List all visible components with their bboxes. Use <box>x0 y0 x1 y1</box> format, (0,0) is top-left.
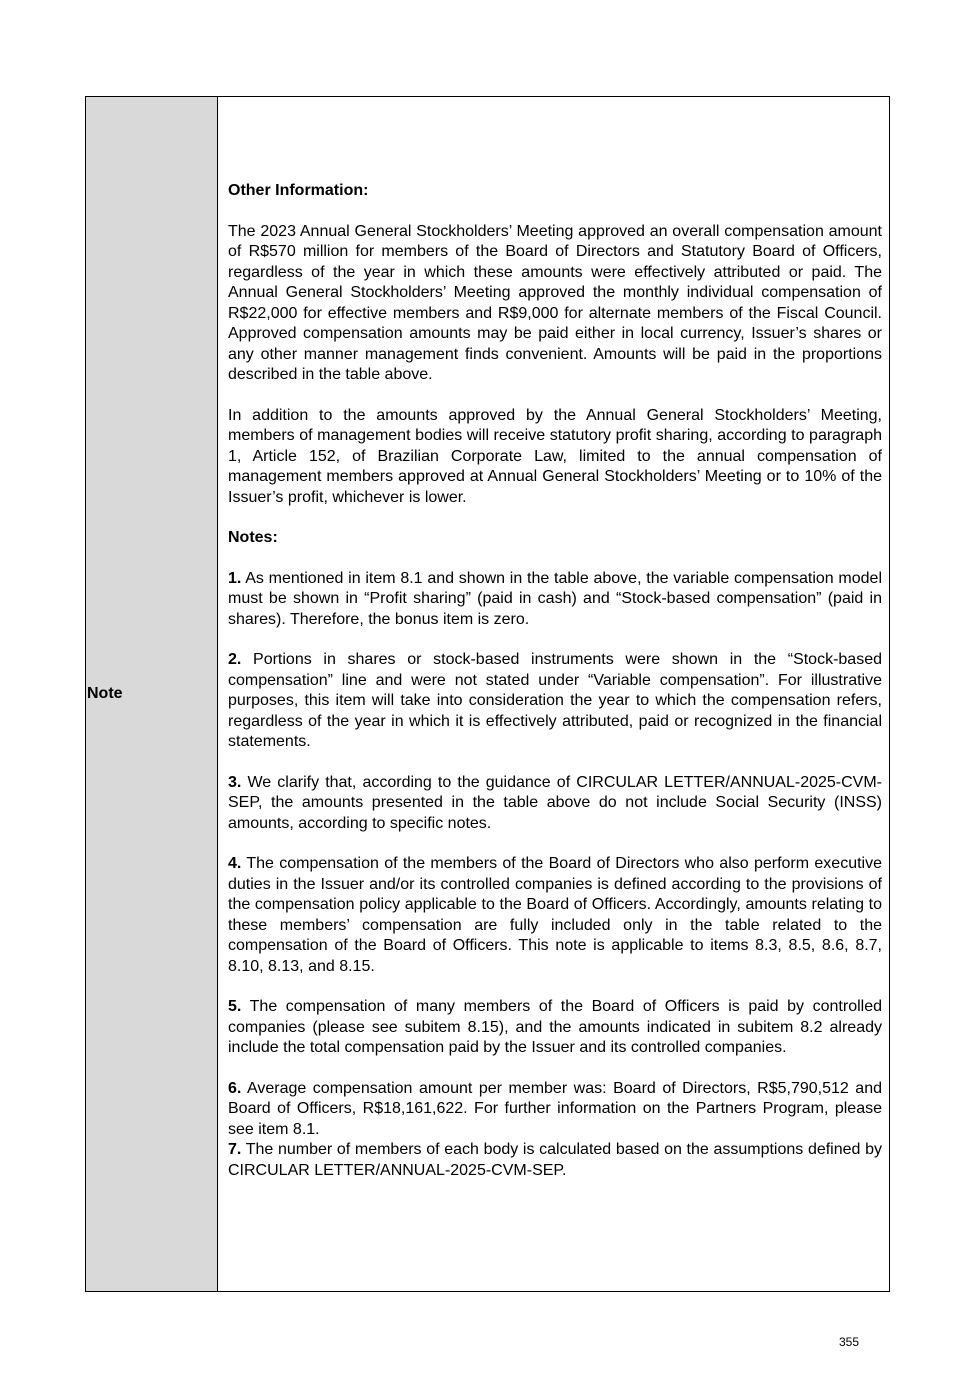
note-table <box>85 96 890 1292</box>
note-item <box>228 997 882 1059</box>
note-text: The number of members of each body is calculated based on the assumptions defined by CIRCULAR LETTER/ANNUAL-2025-CVM-SEP. <box>228 1141 882 1179</box>
note-number: 4. <box>228 855 242 872</box>
paragraph-profit-sharing: In addition to the amounts approved by the Annual General Stockholders’ Meeting, members of management bodies will receive statutory profit sharing, according to paragraph 1, Article 152, of Brazilian Corporate Law, limited to the annual compensation of management members approved at Annual General Stockholders’ Meeting or to 10% of the Issuer’s profit, whichever is lower. <box>228 406 882 506</box>
note-number: 2. <box>228 651 242 668</box>
note-item <box>228 650 882 753</box>
note-number: 6. <box>228 1079 242 1097</box>
note-number: 5. <box>228 998 242 1015</box>
note-text: As mentioned in item 8.1 and shown in the table above, the variable compensation model must be shown in “Profit sharing” (paid in cash) and “Stock-based compensation” (paid in shares). Therefore, the bonus item is zero. <box>228 569 883 628</box>
note-item <box>228 1140 882 1181</box>
note-number: 7. <box>228 1141 242 1158</box>
note-item <box>228 569 882 631</box>
note-text: We clarify that, according to the guidance of CIRCULAR LETTER/ANNUAL-2025-CVM-SEP, the amounts presented in the table above do not include Social Security (INSS) amounts, according to specific notes. <box>228 773 883 832</box>
note-label-cell <box>86 97 218 1291</box>
note-number: 3. <box>228 773 242 791</box>
note-number: 1. <box>228 569 242 587</box>
notes-heading: Notes: <box>228 529 278 546</box>
note-text: The compensation of many members of the Board of Officers is paid by controlled companies (please see subitem 8.15), and the amounts indicated in subitem 8.2 already include the total compensation paid by the Issuer and its controlled companies. <box>228 998 883 1056</box>
note-item <box>228 1079 882 1141</box>
paragraph-approved-compensation: The 2023 Annual General Stockholders’ Meeting approved an overall compensation amount of R$570 million for members of the Board of Directors and Statutory Board of Officers, regardless of the year in which these amounts were effectively attributed or paid. The Annual General Stockholders’ Meeting approved the monthly individual compensation of R$22,000 for effective members and R$9,000 for alternate members of the Fiscal Council. Approved compensation amounts may be paid either in local currency, Issuer’s shares or any other manner management finds convenient. Amounts will be paid in the proportions described in the table above. <box>228 222 882 383</box>
other-information-heading: Other Information: <box>228 182 369 199</box>
note-label: Note <box>87 685 123 702</box>
note-text: The compensation of the members of the Board of Directors who also perform executive duties in the Issuer and/or its controlled companies is defined according to the provisions of the compensation policy applicable to the Board of Officers. Accordingly, amounts relating to these members’ compensation are fully included only in the table related to the compensation of the Board of Officers. This note is applicable to items 8.3, 8.5, 8.6, 8.7, 8.10, 8.13, and 8.15. <box>228 855 883 975</box>
note-item <box>228 854 882 977</box>
note-item <box>228 773 882 835</box>
page-number: 355 <box>839 1335 860 1349</box>
note-text: Portions in shares or stock-based instruments were shown in the “Stock-based compensation” line and were not stated under “Variable compensation”. For illustrative purposes, this item will take into consideration the year to which the compensation refers, regardless of the year in which it is effectively attributed, paid or recognized in the financial statements. <box>228 651 883 750</box>
note-content-cell <box>218 97 889 1291</box>
note-text: Average compensation amount per member was: Board of Directors, R$5,790,512 and Board of Officers, R$18,161,622. For further information on the Partners Program, please see item 8.1. <box>228 1079 883 1138</box>
